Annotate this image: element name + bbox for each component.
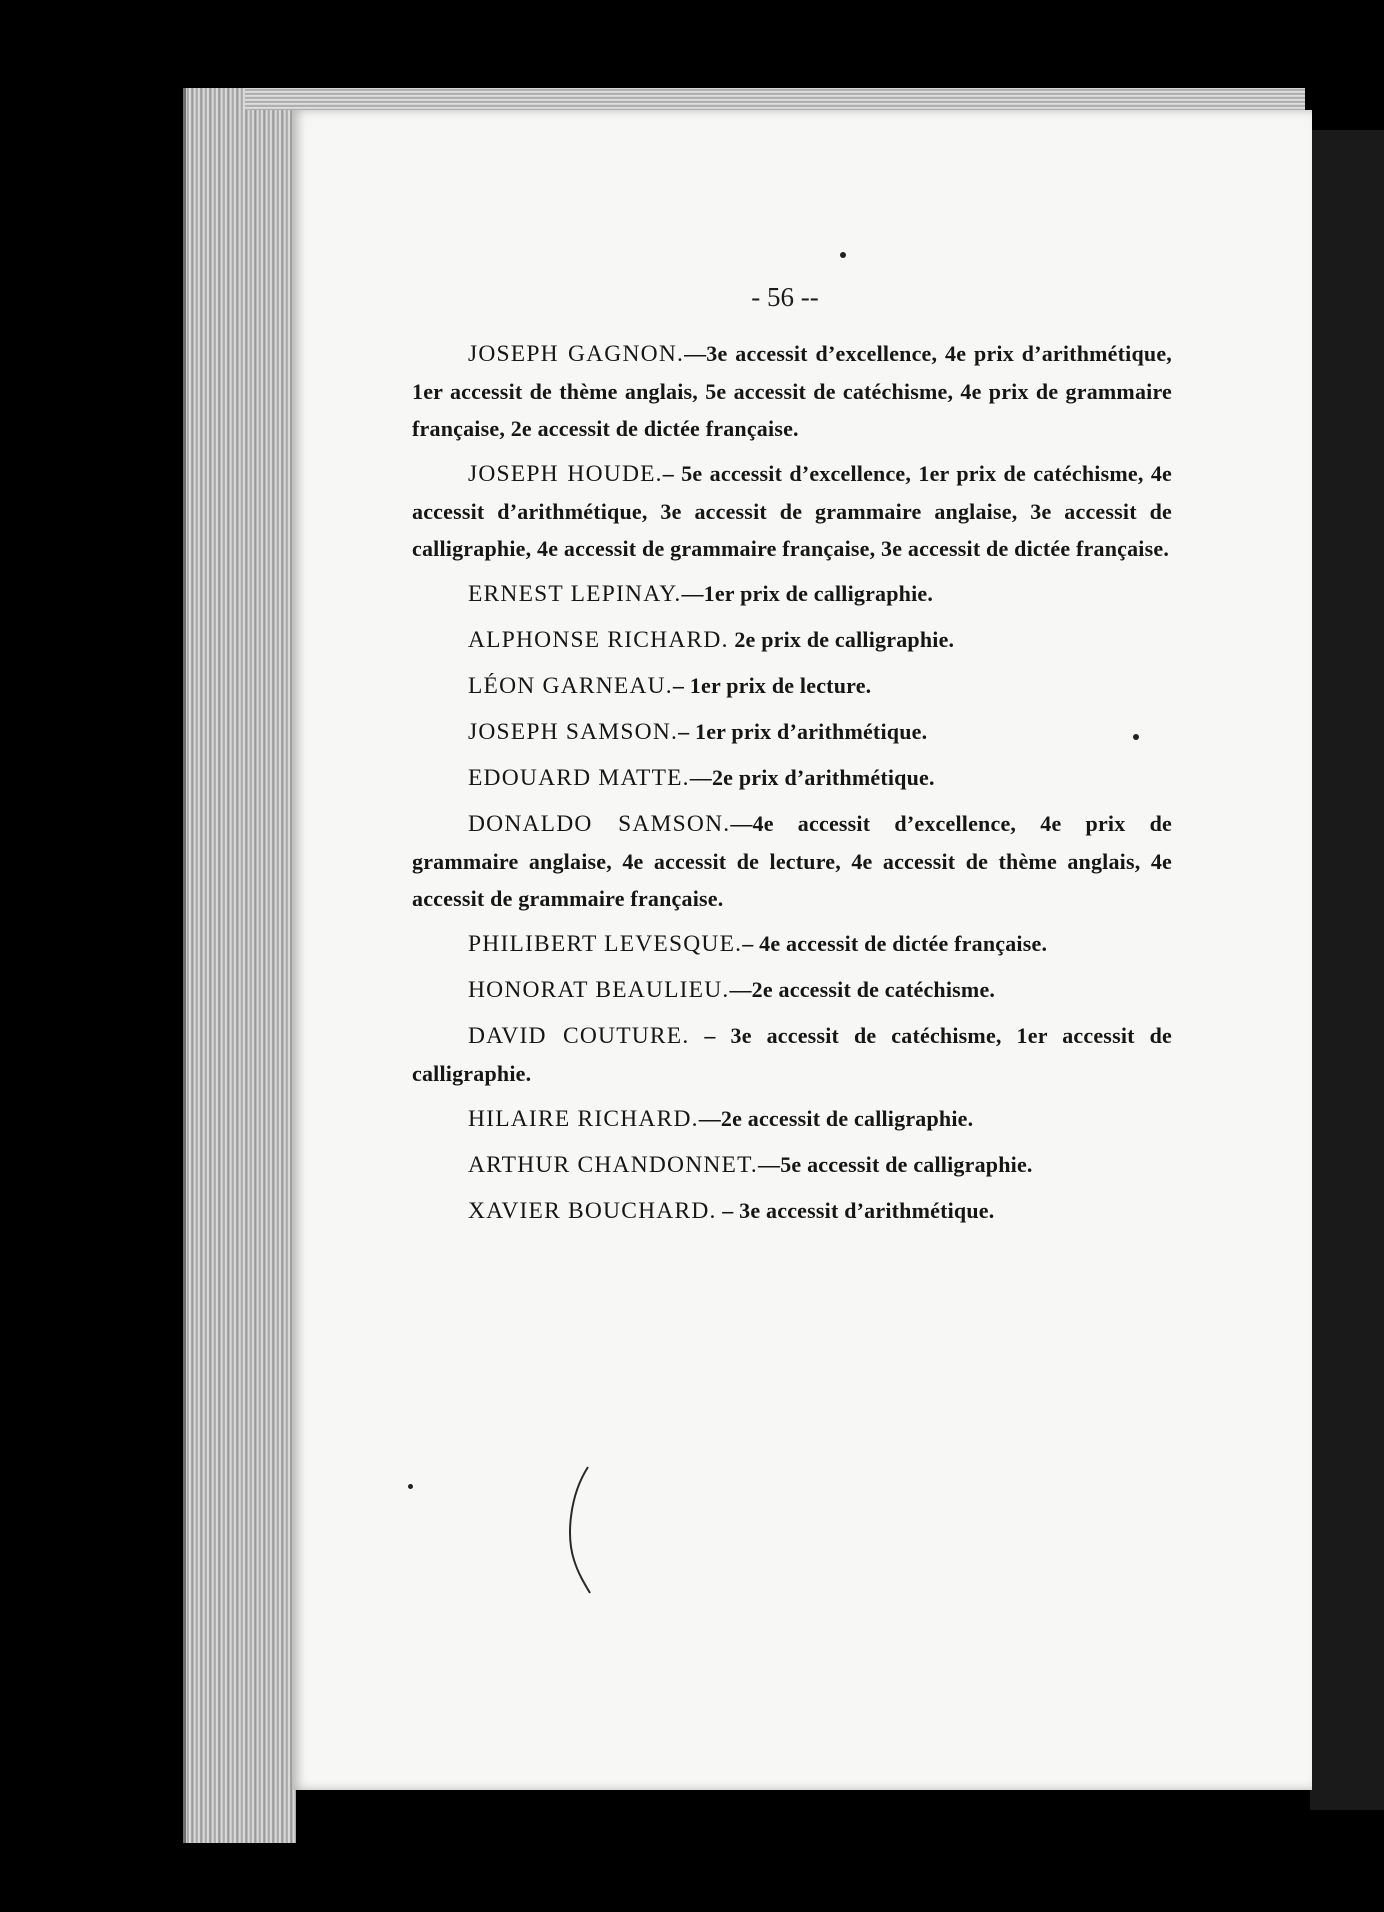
award-text: —5e accessit de calligraphie. (758, 1152, 1033, 1177)
award-text: – 1er prix d’arithmétique. (678, 719, 928, 744)
page-number: - 56 -- (751, 282, 819, 312)
list-item (412, 575, 1172, 613)
ink-speck (840, 252, 846, 258)
scan-border (1310, 130, 1384, 1810)
award-text: —2e accessit de calligraphie. (698, 1106, 974, 1131)
ink-speck (408, 1484, 413, 1489)
award-text: —2e prix d’arithmétique. (689, 765, 935, 790)
student-name: JOSEPH HOUDE. (468, 461, 663, 487)
pencil-mark (560, 1465, 600, 1595)
student-name: HONORAT BEAULIEU. (468, 977, 730, 1003)
list-item (412, 621, 1172, 659)
award-text: – 1er prix de lecture. (672, 673, 872, 698)
page-number-value: 56 (767, 282, 794, 312)
list-item (412, 1017, 1172, 1092)
award-text: – 5e accessit d’excellence, 1er prix de catéchisme, 4e accessit d’arithmétique, 3e accessit de grammaire anglaise, 3e accessit de calligraphie, 4e accessit de grammaire française, 3e accessit de dictée française. (412, 461, 1172, 561)
book-top-edges (245, 88, 1305, 110)
student-name: JOSEPH SAMSON. (468, 719, 679, 745)
award-text: —1er prix de calligraphie. (681, 581, 934, 606)
student-name: EDOUARD MATTE. (468, 765, 690, 791)
award-text: – 4e accessit de dictée française. (742, 931, 1048, 956)
list-item (412, 1192, 1172, 1230)
student-name: ALPHONSE RICHARD. (468, 627, 729, 653)
list-item (412, 335, 1172, 447)
list-item (412, 1146, 1172, 1184)
list-item (412, 759, 1172, 797)
award-text: —4e accessit d’excellence, 4e prix de grammaire anglaise, 4e accessit de lecture, 4e accessit de thème anglais, 4e accessit de grammaire française. (412, 811, 1172, 911)
student-name: XAVIER BOUCHARD. (468, 1198, 717, 1224)
list-item (412, 667, 1172, 705)
student-name: DAVID COUTURE. (468, 1023, 690, 1049)
list-item (412, 971, 1172, 1009)
book-page-edges (183, 88, 296, 1843)
list-item (412, 713, 1172, 751)
list-item (412, 805, 1172, 917)
award-text: – 3e accessit d’arithmétique. (716, 1198, 995, 1223)
student-name: LÉON GARNEAU. (468, 673, 673, 699)
student-name: JOSEPH GAGNON. (468, 341, 685, 367)
student-name: PHILIBERT LEVESQUE. (468, 931, 743, 957)
student-name: DONALDO SAMSON. (468, 811, 731, 837)
student-name: HILAIRE RICHARD. (468, 1106, 699, 1132)
award-text: —2e accessit de catéchisme. (729, 977, 996, 1002)
prize-list (412, 335, 1172, 1238)
award-text: —3e accessit d’excellence, 4e prix d’arithmétique, 1er accessit de thème anglais, 5e accessit de catéchisme, 4e prix de grammaire française, 2e accessit de dictée française. (412, 341, 1172, 441)
student-name: ERNEST LEPINAY. (468, 581, 682, 607)
list-item (412, 1100, 1172, 1138)
list-item (412, 455, 1172, 567)
ink-speck (1133, 734, 1139, 740)
student-name: ARTHUR CHANDONNET. (468, 1152, 758, 1178)
list-item (412, 925, 1172, 963)
award-text: 2e prix de calligraphie. (728, 627, 955, 652)
award-text: – 3e accessit de catéchisme, 1er accessit de calligraphie. (412, 1023, 1172, 1086)
